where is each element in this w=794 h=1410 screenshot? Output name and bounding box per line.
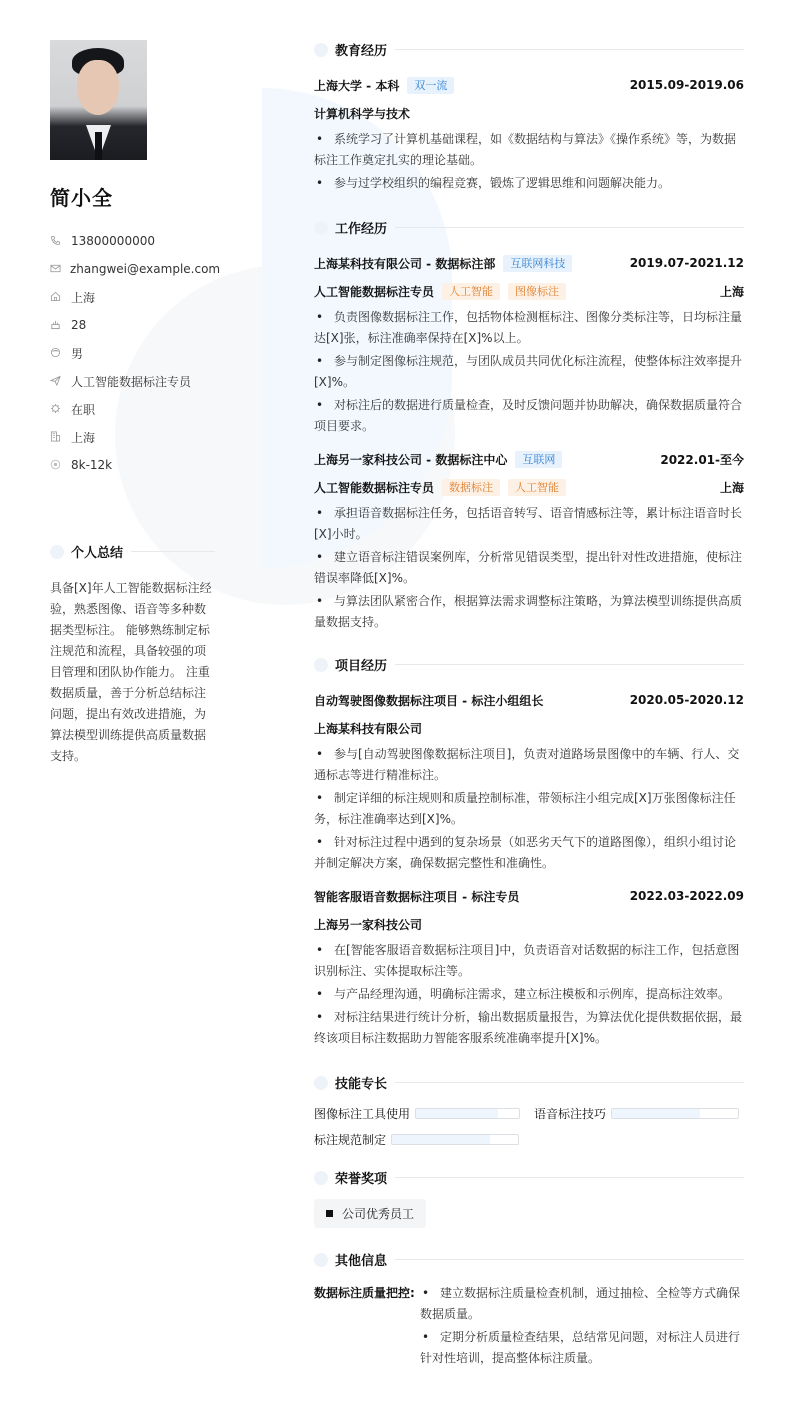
section-dot-icon [314,43,328,57]
section-work [314,218,744,633]
send-icon [50,375,62,387]
cake-icon [50,319,62,331]
section-divider [395,49,744,50]
info-location [50,283,215,311]
company-name: 上海另一家科技公司 - 数据标注中心 [314,452,508,467]
bullet-item: • 系统学习了计算机基础课程，如《数据结构与算法》《操作系统》等，为数据标注工作奠定扎实的理论基础。 [314,129,744,171]
skill-level-bar [611,1108,739,1119]
other-info-entry [314,1283,744,1371]
expected-salary: 8k-12k [71,458,113,472]
bullet-item: • 在[智能客服语音数据标注项目]中，负责语音对话数据的标注工作，包括意图识别标注、实体提取标注等。 [314,940,744,982]
section-awards [314,1168,744,1228]
phone-number: 13800000000 [71,234,155,248]
info-status [50,395,215,423]
section-divider [395,1177,744,1178]
section-header-work [314,218,744,237]
section-title: 项目经历 [335,659,388,674]
project-name: 智能客服语音数据标注项目 - 标注专员 [314,889,520,904]
home-icon [50,291,62,303]
contact-info-list [50,227,221,479]
skill-tag: 人工智能 [442,283,500,300]
bullet-item: • 参与制定图像标注规范，与团队成员共同优化标注流程，使整体标注效率提升[X]%。 [314,351,744,393]
sidebar [50,40,221,479]
employment-status: 在职 [71,402,96,417]
salary-icon [50,459,62,471]
other-info-bullets [420,1283,744,1371]
section-header-education [314,40,744,59]
bullet-item: • 参与过学校组织的编程竞赛，锻炼了逻辑思维和问题解决能力。 [314,173,744,194]
work-city: 上海 [71,430,96,445]
info-email [50,255,221,283]
school-name: 上海大学 - 本科 [314,78,400,93]
skill-label: 语音标注技巧 [534,1106,607,1121]
major: 计算机科学与技术 [314,106,411,121]
status-icon [50,403,62,415]
bullet-item: • 建立数据标注质量检查机制，通过抽检、全检等方式确保数据质量。 [420,1283,744,1325]
section-dot-icon [314,1076,328,1090]
info-gender [50,339,215,367]
project-company: 上海某科技有限公司 [314,721,423,736]
work-entry [314,449,744,633]
section-education [314,40,744,194]
bullet-item: • 承担语音数据标注任务，包括语音转写、语音情感标注等，累计标注语音时长[X]小时。 [314,503,744,545]
bullet-item: • 制定详细的标注规则和质量控制标准，带领标注小组完成[X]万张图像标注任务，标注准确率达到[X]%。 [314,788,744,830]
skill-level-fill [392,1135,490,1144]
work-city: 上海 [719,284,744,299]
bullet-item: • 参与[自动驾驶图像数据标注项目]，负责对道路场景图像中的车辆、行人、交通标志等进行精准标注。 [314,744,744,786]
summary-text: 具备[X]年人工智能数据标注经验，熟悉图像、语音等多种数据类型标注。 能够熟练制定标注规范和流程，具备较强的项目管理和团队协作能力。 注重数据质量，善于分析总结标注问题，提出有效改进措施，为算法模型训练提供高质量数据支持。 [50,581,212,763]
education-bullets [314,129,744,194]
section-header-other [314,1250,744,1269]
work-date: 2022.01-至今 [660,452,744,467]
section-title: 其他信息 [335,1254,388,1269]
age: 28 [71,318,87,332]
location: 上海 [71,290,96,305]
position: 人工智能数据标注专员 [314,284,435,299]
project-company: 上海另一家科技公司 [314,917,423,932]
gender-icon [50,347,62,359]
bullet-item: • 负责图像数据标注工作，包括物体检测框标注、图像分类标注等，日均标注量达[X]张，标注准确率保持在[X]%以上。 [314,307,744,349]
skill-level-fill [416,1109,498,1118]
skill-tag: 人工智能 [508,479,566,496]
section-divider [395,1259,744,1260]
section-dot-icon [314,658,328,672]
info-work-city [50,423,215,451]
bullet-item: • 与产品经理沟通，明确标注需求，建立标注模板和示例库，提高标注效率。 [314,984,744,1005]
company-name: 上海某科技有限公司 - 数据标注部 [314,256,496,271]
mail-icon [50,263,61,275]
info-job-target [50,367,215,395]
skill-label: 图像标注工具使用 [314,1106,411,1121]
project-name: 自动驾驶图像数据标注项目 - 标注小组组长 [314,693,544,708]
bullet-item: • 定期分析质量检查结果，总结常见问题，对标注人员进行针对性培训，提高整体标注质量。 [420,1327,744,1369]
work-bullets [314,503,744,633]
section-title: 工作经历 [335,222,388,237]
section-divider [395,1082,744,1083]
info-phone [50,227,215,255]
gender: 男 [71,346,84,361]
skill-tag: 图像标注 [508,283,566,300]
bullet-item: • 对标注结果进行统计分析，输出数据质量报告，为算法优化提供数据依据，最终该项目标注数据助力智能客服系统准确率提升[X]%。 [314,1007,744,1049]
school-tag: 双一流 [407,77,454,94]
section-other [314,1250,744,1371]
education-entry [314,75,744,194]
section-header-summary [50,542,215,561]
bullet-item: • 建立语音标注错误案例库，分析常见错误类型，提出针对性改进措施，使标注错误率降低[X]%。 [314,547,744,589]
bullet-item: • 针对标注过程中遇到的复杂场景（如恶劣天气下的道路图像），组织小组讨论并制定解决方案，确保数据完整性和准确性。 [314,832,744,874]
section-divider [131,551,215,552]
industry-tag: 互联网科技 [503,255,572,272]
section-dot-icon [314,1171,328,1185]
section-title: 荣誉奖项 [335,1172,388,1187]
work-date: 2019.07-2021.12 [629,256,744,270]
industry-tag: 互联网 [515,451,562,468]
position: 人工智能数据标注专员 [314,480,435,495]
project-bullets [314,744,744,874]
section-title: 个人总结 [71,546,124,561]
section-title: 教育经历 [335,44,388,59]
phone-icon [50,235,62,247]
skill-item [314,1132,519,1146]
award-label: 公司优秀员工 [342,1207,415,1221]
job-target: 人工智能数据标注专员 [71,374,192,389]
project-date: 2020.05-2020.12 [629,693,744,707]
section-header-skills [314,1073,744,1092]
other-info-label: 数据标注质量把控: [314,1286,415,1300]
building-icon [50,431,62,443]
section-skills [314,1073,744,1146]
section-dot-icon [50,545,64,559]
skill-item [534,1106,739,1120]
work-bullets [314,307,744,437]
education-date: 2015.09-2019.06 [629,78,744,92]
award-item [314,1199,426,1228]
section-divider [395,227,744,228]
work-city: 上海 [719,480,744,495]
bullet-item: • 与算法团队紧密合作，根据算法需求调整标注策略，为算法模型训练提供高质量数据支持。 [314,591,744,633]
info-salary [50,451,215,479]
section-title: 技能专长 [335,1077,388,1092]
section-projects [314,655,744,1049]
skill-level-fill [612,1109,700,1118]
skill-level-bar [415,1108,520,1119]
square-bullet-icon [326,1210,333,1217]
email-address: zhangwei@example.com [70,262,221,276]
section-dot-icon [314,221,328,235]
project-date: 2022.03-2022.09 [629,889,744,903]
profile-photo [50,40,147,160]
section-dot-icon [314,1253,328,1267]
section-divider [395,664,744,665]
project-entry [314,886,744,1049]
info-age [50,311,215,339]
candidate-name: 简小全 [50,186,113,210]
section-header-awards [314,1168,744,1187]
project-bullets [314,940,744,1049]
section-header-projects [314,655,744,674]
project-entry [314,690,744,874]
bullet-item: • 对标注后的数据进行质量检查，及时反馈问题并协助解决，确保数据质量符合项目要求。 [314,395,744,437]
work-entry [314,253,744,437]
skills-list [314,1106,744,1146]
skill-label: 标注规范制定 [314,1132,387,1147]
main-content [314,40,744,1371]
skill-item [314,1106,520,1120]
skill-level-bar [391,1134,519,1145]
skill-tag: 数据标注 [442,479,500,496]
